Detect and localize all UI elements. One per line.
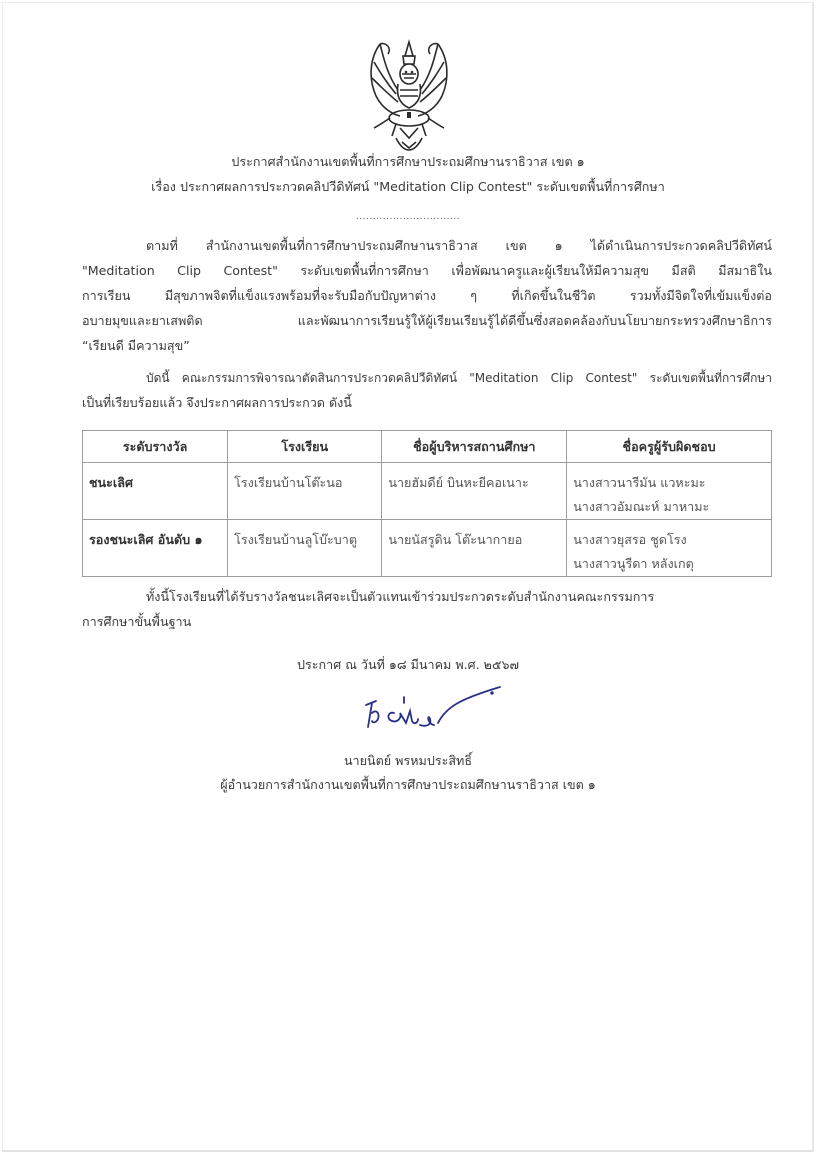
teacher-name: นางสาวนารีมัน แวหะมะ	[573, 475, 706, 490]
teacher-name: นางสาวนูรีดา หลังเกตุ	[573, 556, 694, 571]
header-teachers: ชื่อครูผู้รับผิดชอบ	[567, 431, 772, 463]
school-name: โรงเรียนบ้านโต๊ะนอ	[228, 463, 382, 520]
table-row	[83, 520, 772, 577]
paragraph-1-line-4: อบายมุขและยาเสพติด และพัฒนาการเรียนรู้ให้ผู้เรียนเรียนรู้ได้ดีขึ้นซึ่งสอดคล้องกับนโยบายกระทรวงศึกษาธิการ	[82, 313, 772, 328]
paragraph-1-line-2: "Meditation Clip Contest" ระดับเขตพื้นที่การศึกษา เพื่อพัฒนาครูและผู้เรียนให้มีความสุข มีสติ มีสมาธิใน	[82, 263, 772, 278]
director-name: นายฮัมดีย์ บินหะยีคอเนาะ	[382, 463, 567, 520]
separator-dots: ...............................	[355, 212, 461, 222]
announcement-date: ประกาศ ณ วันที่ ๑๘ มีนาคม พ.ศ. ๒๕๖๗	[297, 657, 519, 672]
header-school: โรงเรียน	[228, 431, 382, 463]
announcement-subject: เรื่อง ประกาศผลการประกวดคลิปวีดิทัศน์ "Meditation Clip Contest" ระดับเขตพื้นที่การศึกษา	[151, 179, 665, 194]
teacher-names	[567, 463, 772, 520]
signature-icon	[360, 683, 510, 733]
paragraph-1-line-1: ตามที่ สำนักงานเขตพื้นที่การศึกษาประถมศึกษานราธิวาส เขต ๑ ได้ดำเนินการประกวดคลิปวีดิทัศน์	[146, 238, 772, 253]
award-level: ชนะเลิศ	[83, 463, 228, 520]
award-level: รองชนะเลิศ อันดับ ๑	[83, 520, 228, 577]
paragraph-2-line-1: บัดนี้ คณะกรรมการพิจารณาตัดสินการประกวดคลิปวีดิทัศน์ "Meditation Clip Contest" ระดับเขตพื้นที่การศึกษา	[146, 371, 772, 385]
paragraph-3-line-2: การศึกษาขั้นพื้นฐาน	[82, 614, 192, 629]
paragraph-1-line-3: การเรียน มีสุขภาพจิตที่แข็งแรงพร้อมที่จะรับมือกับปัญหาต่าง ๆ ที่เกิดขึ้นในชีวิต รวมทั้งมีจิตใจที่เข้มแข็งต่อ	[82, 288, 772, 303]
signatory-name: นายนิตย์ พรหมประสิทธิ์	[343, 753, 473, 768]
header-director: ชื่อผู้บริหารสถานศึกษา	[382, 431, 567, 463]
page-border	[2, 2, 814, 1152]
teacher-name: นางสาวอัมณะห์ มาหามะ	[573, 499, 710, 514]
garuda-emblem-icon	[366, 38, 452, 152]
teacher-name: นางสาวยุสรอ ชูดโรง	[573, 532, 687, 547]
signatory-position: ผู้อำนวยการสำนักงานเขตพื้นที่การศึกษาประถมศึกษานราธิวาส เขต ๑	[220, 777, 596, 792]
paragraph-3-line-1: ทั้งนี้โรงเรียนที่ได้รับรางวัลชนะเลิศจะเป็นตัวแทนเข้าร่วมประกวดระดับสำนักงานคณะกรรมการ	[146, 589, 655, 604]
table-row	[83, 463, 772, 520]
table-header-row	[83, 431, 772, 463]
header-award-level: ระดับรางวัล	[83, 431, 228, 463]
director-name: นายนัสรูดิน โต๊ะนากายอ	[382, 520, 567, 577]
paragraph-2-line-2: เป็นที่เรียบร้อยแล้ว จึงประกาศผลการประกวด ดังนี้	[82, 395, 352, 410]
announcement-heading: ประกาศสำนักงานเขตพื้นที่การศึกษาประถมศึกษานราธิวาส เขต ๑	[231, 154, 585, 169]
paragraph-1-line-5: “เรียนดี มีความสุข”	[82, 338, 190, 353]
results-table	[82, 430, 772, 577]
school-name: โรงเรียนบ้านลูโบ๊ะบาตู	[228, 520, 382, 577]
teacher-names	[567, 520, 772, 577]
